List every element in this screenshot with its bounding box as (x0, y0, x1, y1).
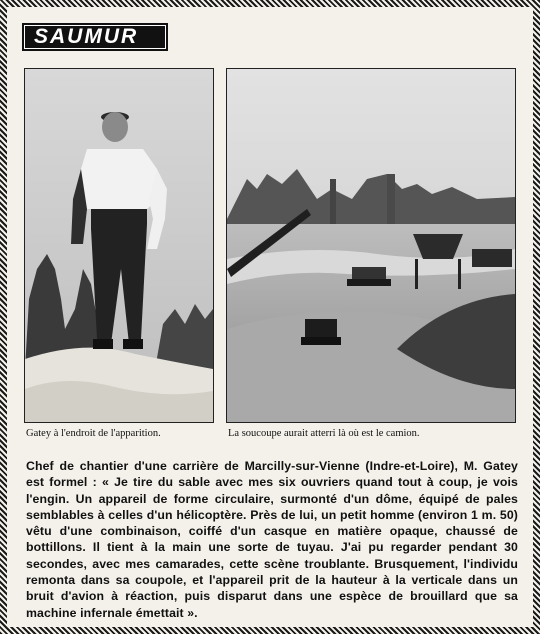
section-title: SAUMUR (34, 25, 139, 48)
section-header (22, 23, 168, 51)
photo-man (24, 68, 214, 423)
caption-right: La soucoupe aurait atterri là où est le camion. (228, 428, 420, 439)
photo-man-image (25, 69, 213, 422)
photo-quarry (226, 68, 516, 423)
article-body: Chef de chantier d'une carrière de Marcilly-sur-Vienne (Indre-et-Loire), M. Gatey est formel : « Je tire du sable avec mes six ouvriers quand tout à coup, je vois l'engin. Un appareil de forme circulaire, surmonté d'un dôme, équipé de pales semblables à celles d'un hélicoptère. Près de lui, un petit homme (environ 1 m. 50) vêtu d'une combinaison, coiffé d'un casque en matière opaque, chaussé de bottillons. Il tient à la main une sorte de tuyau. J'ai pu regarder pendant 30 secondes, avec mes camarades, cette scène troublante. Brusquement, l'individu remonta dans sa coupole, et l'appareil prit de la hauteur à la verticale dans un bruit d'avion à réaction, puis disparut dans une espèce de brouillard que sa machine infernale émettait ». (26, 459, 518, 620)
photo-quarry-image (227, 69, 515, 422)
caption-left: Gatey à l'endroit de l'apparition. (26, 428, 161, 439)
